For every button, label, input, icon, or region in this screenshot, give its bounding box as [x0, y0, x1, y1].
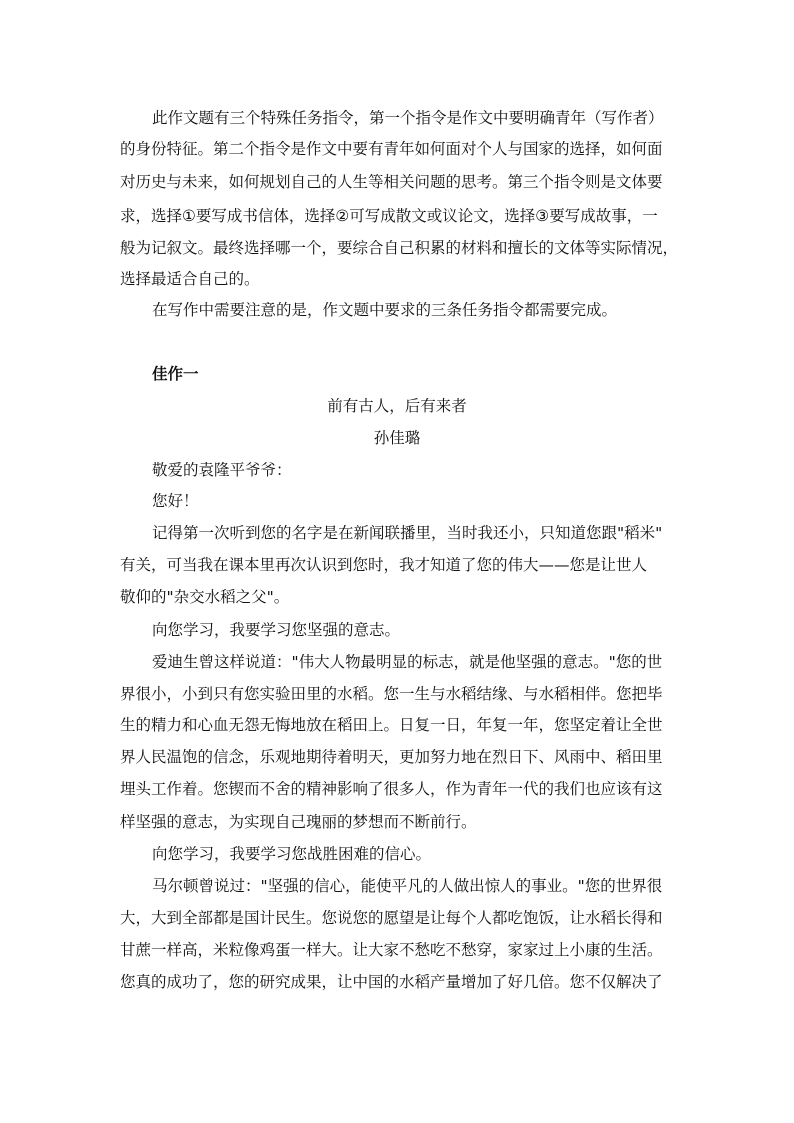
essay-paragraph-3-line-6: 样坚强的意志，为实现自己瑰丽的梦想而不断前行。 [120, 813, 477, 831]
essay-paragraph-4: 向您学习，我要学习您战胜困难的信心。 [152, 845, 432, 863]
essay-paragraph-3-line-1: 爱迪生曾这样说道："伟大人物最明显的标志，就是他坚强的意志。"您的世 [152, 653, 663, 671]
essay-paragraph-3-line-2: 界很小，小到只有您实验田里的水稻。您一生与水稻结缘、与水稻相伴。您把毕 [120, 685, 663, 703]
letter-greeting: 您好！ [152, 492, 199, 510]
intro-paragraph-1-line-5: 般为记叙文。最终选择哪一个，要综合自己积累的材料和擅长的文体等实际情况， [120, 239, 679, 257]
essay-paragraph-5-line-1: 马尔顿曾说过："坚强的信心，能使平凡的人做出惊人的事业。"您的世界很 [152, 877, 663, 895]
essay-title: 前有古人，后有来者 [327, 397, 467, 415]
intro-paragraph-1-line-2: 的身份特征。第二个指令是作文中要有青年如何面对个人与国家的选择，如何面 [120, 140, 663, 158]
intro-paragraph-1-line-3: 对历史与未来，如何规划自己的人生等相关问题的思考。第三个指令则是文体要 [120, 173, 663, 191]
letter-salutation: 敬爱的袁隆平爷爷： [152, 461, 292, 479]
essay-author: 孙佳璐 [373, 429, 421, 447]
essay-paragraph-1-line-3: 敬仰的"杂交水稻之父"。 [120, 588, 290, 606]
intro-paragraph-1-line-1: 此作文题有三个特殊任务指令，第一个指令是作文中要明确青年（写作者） [152, 109, 664, 127]
essay-paragraph-3-line-3: 生的精力和心血无怨无悔地放在稻田上。日复一日，年复一年，您坚定着让全世 [120, 716, 663, 734]
essay-paragraph-3-line-4: 界人民温饱的信念，乐观地期待着明天，更加努力地在烈日下、风雨中、稻田里 [120, 748, 663, 766]
essay-paragraph-1-line-2: 有关，可当我在课本里再次认识到您时，我才知道了您的伟大——您是让世人 [120, 556, 648, 574]
essay-paragraph-5-line-4: 您真的成功了，您的研究成果，让中国的水稻产量增加了好几倍。您不仅解决了 [120, 973, 663, 991]
essay-paragraph-1-line-1: 记得第一次听到您的名字是在新闻联播里，当时我还小，只知道您跟"稻米" [152, 524, 663, 542]
essay-paragraph-2: 向您学习，我要学习您坚强的意志。 [152, 621, 401, 639]
essay-heading: 佳作一 [152, 365, 199, 383]
essay-paragraph-5-line-2: 大，大到全部都是国计民生。您说您的愿望是让每个人都吃饱饭，让水稻长得和 [120, 909, 663, 927]
essay-paragraph-5-line-3: 甘蔗一样高，米粒像鸡蛋一样大。让大家不愁吃不愁穿，家家过上小康的生活。 [120, 941, 663, 959]
intro-paragraph-1-line-4: 求，选择①要写成书信体，选择②可写成散文或议论文，选择③要写成故事，一 [120, 207, 658, 225]
intro-paragraph-1-line-6: 选择最适合自己的。 [120, 270, 260, 288]
essay-paragraph-3-line-5: 埋头工作着。您锲而不舍的精神影响了很多人，作为青年一代的我们也应该有这 [120, 780, 663, 798]
intro-paragraph-2: 在写作中需要注意的是，作文题中要求的三条任务指令都需要完成。 [152, 301, 618, 319]
